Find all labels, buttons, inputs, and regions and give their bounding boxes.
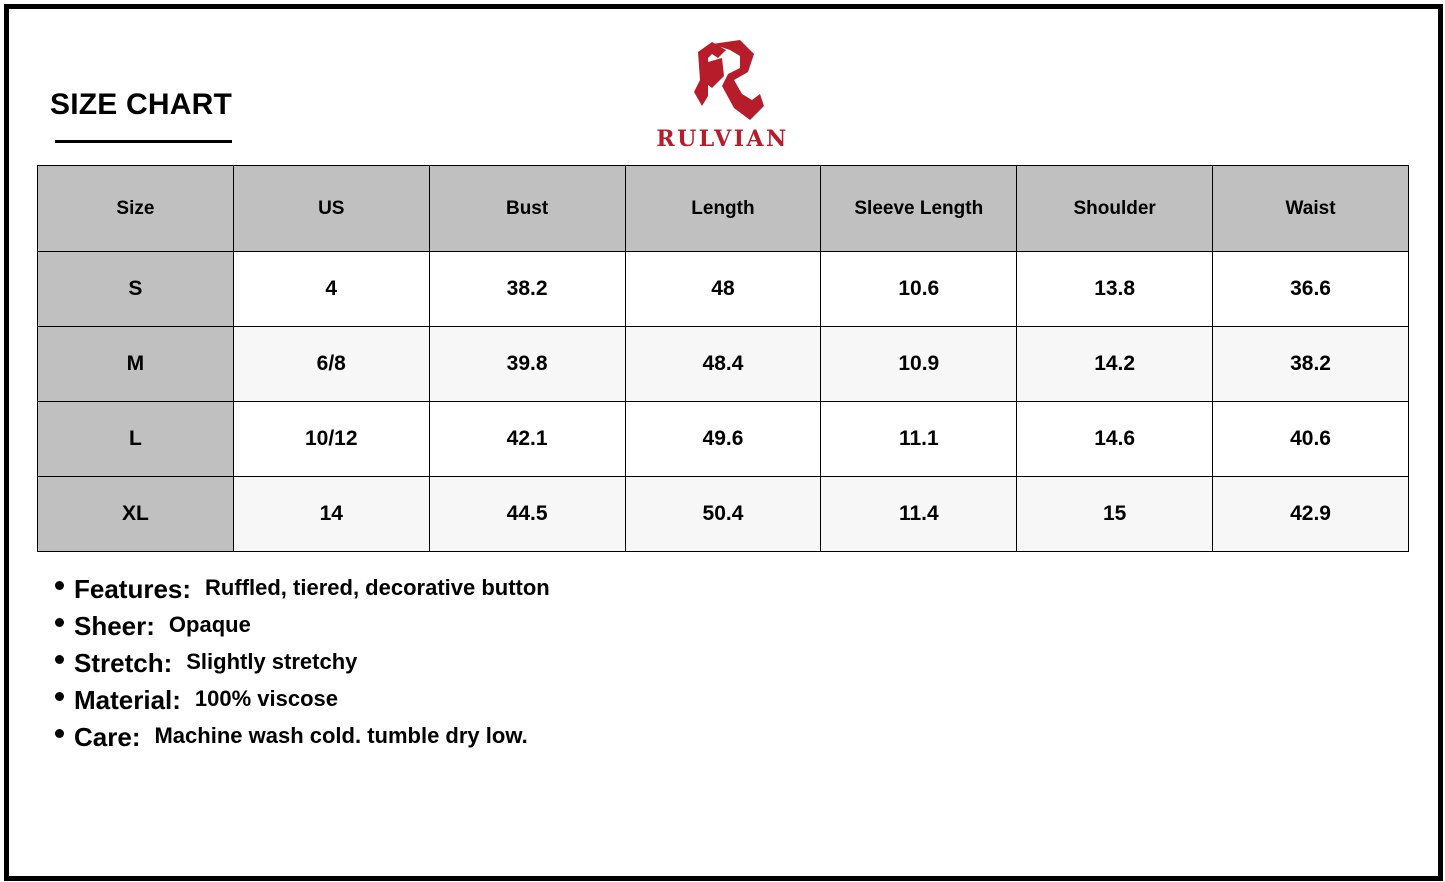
- header-shoulder: Shoulder: [1017, 166, 1213, 252]
- feature-label: Care:: [74, 722, 141, 752]
- feature-value: Machine wash cold. tumble dry low.: [154, 723, 528, 748]
- r-monogram-logo-icon: [682, 36, 764, 124]
- feature-label: Material:: [74, 685, 181, 715]
- feature-value: Ruffled, tiered, decorative button: [205, 575, 550, 600]
- table-cell: 36.6: [1213, 252, 1409, 327]
- table-cell: 48.4: [625, 327, 821, 402]
- header-sleeve-length: Sleeve Length: [821, 166, 1017, 252]
- feature-label: Stretch:: [74, 648, 173, 678]
- bullet-icon: [55, 581, 64, 590]
- size-cell: S: [38, 252, 234, 327]
- list-item: [55, 611, 550, 648]
- table-row: [38, 252, 1409, 327]
- brand-name: RULVIAN: [656, 126, 789, 152]
- table-cell: 14.2: [1017, 327, 1213, 402]
- table-row: [38, 477, 1409, 552]
- table-cell: 38.2: [1213, 327, 1409, 402]
- table-header-row: [38, 166, 1409, 252]
- table-cell: 6/8: [233, 327, 429, 402]
- page-title: SIZE CHART: [50, 88, 232, 121]
- header-us: US: [233, 166, 429, 252]
- bullet-icon: [55, 618, 64, 627]
- title-underline: [55, 140, 232, 143]
- table-cell: 10/12: [233, 402, 429, 477]
- table-cell: 49.6: [625, 402, 821, 477]
- table-cell: 10.9: [821, 327, 1017, 402]
- table-cell: 42.9: [1213, 477, 1409, 552]
- feature-value: 100% viscose: [194, 686, 339, 711]
- table-cell: 42.1: [429, 402, 625, 477]
- size-cell: M: [38, 327, 234, 402]
- table-cell: 44.5: [429, 477, 625, 552]
- size-table: [37, 165, 1409, 552]
- table-row: [38, 402, 1409, 477]
- header-waist: Waist: [1213, 166, 1409, 252]
- header-length: Length: [625, 166, 821, 252]
- bullet-icon: [55, 729, 64, 738]
- feature-label: Features:: [74, 574, 192, 604]
- features-list: [55, 574, 550, 759]
- table-row: [38, 327, 1409, 402]
- table-cell: 10.6: [821, 252, 1017, 327]
- table-cell: 15: [1017, 477, 1213, 552]
- list-item: [55, 722, 550, 759]
- table-cell: 39.8: [429, 327, 625, 402]
- size-cell: XL: [38, 477, 234, 552]
- bullet-icon: [55, 692, 64, 701]
- list-item: [55, 574, 550, 611]
- table-cell: 50.4: [625, 477, 821, 552]
- table-cell: 11.4: [821, 477, 1017, 552]
- table-cell: 14.6: [1017, 402, 1213, 477]
- title-block: [50, 88, 232, 122]
- table-cell: 11.1: [821, 402, 1017, 477]
- header-bust: Bust: [429, 166, 625, 252]
- feature-label: Sheer:: [74, 611, 155, 641]
- table-cell: 4: [233, 252, 429, 327]
- table-cell: 40.6: [1213, 402, 1409, 477]
- brand-logo: [640, 36, 805, 156]
- table-cell: 48: [625, 252, 821, 327]
- feature-value: Opaque: [168, 612, 251, 637]
- header-size: Size: [38, 166, 234, 252]
- size-cell: L: [38, 402, 234, 477]
- bullet-icon: [55, 655, 64, 664]
- table-cell: 38.2: [429, 252, 625, 327]
- feature-value: Slightly stretchy: [186, 649, 358, 674]
- list-item: [55, 648, 550, 685]
- table-cell: 13.8: [1017, 252, 1213, 327]
- list-item: [55, 685, 550, 722]
- table-cell: 14: [233, 477, 429, 552]
